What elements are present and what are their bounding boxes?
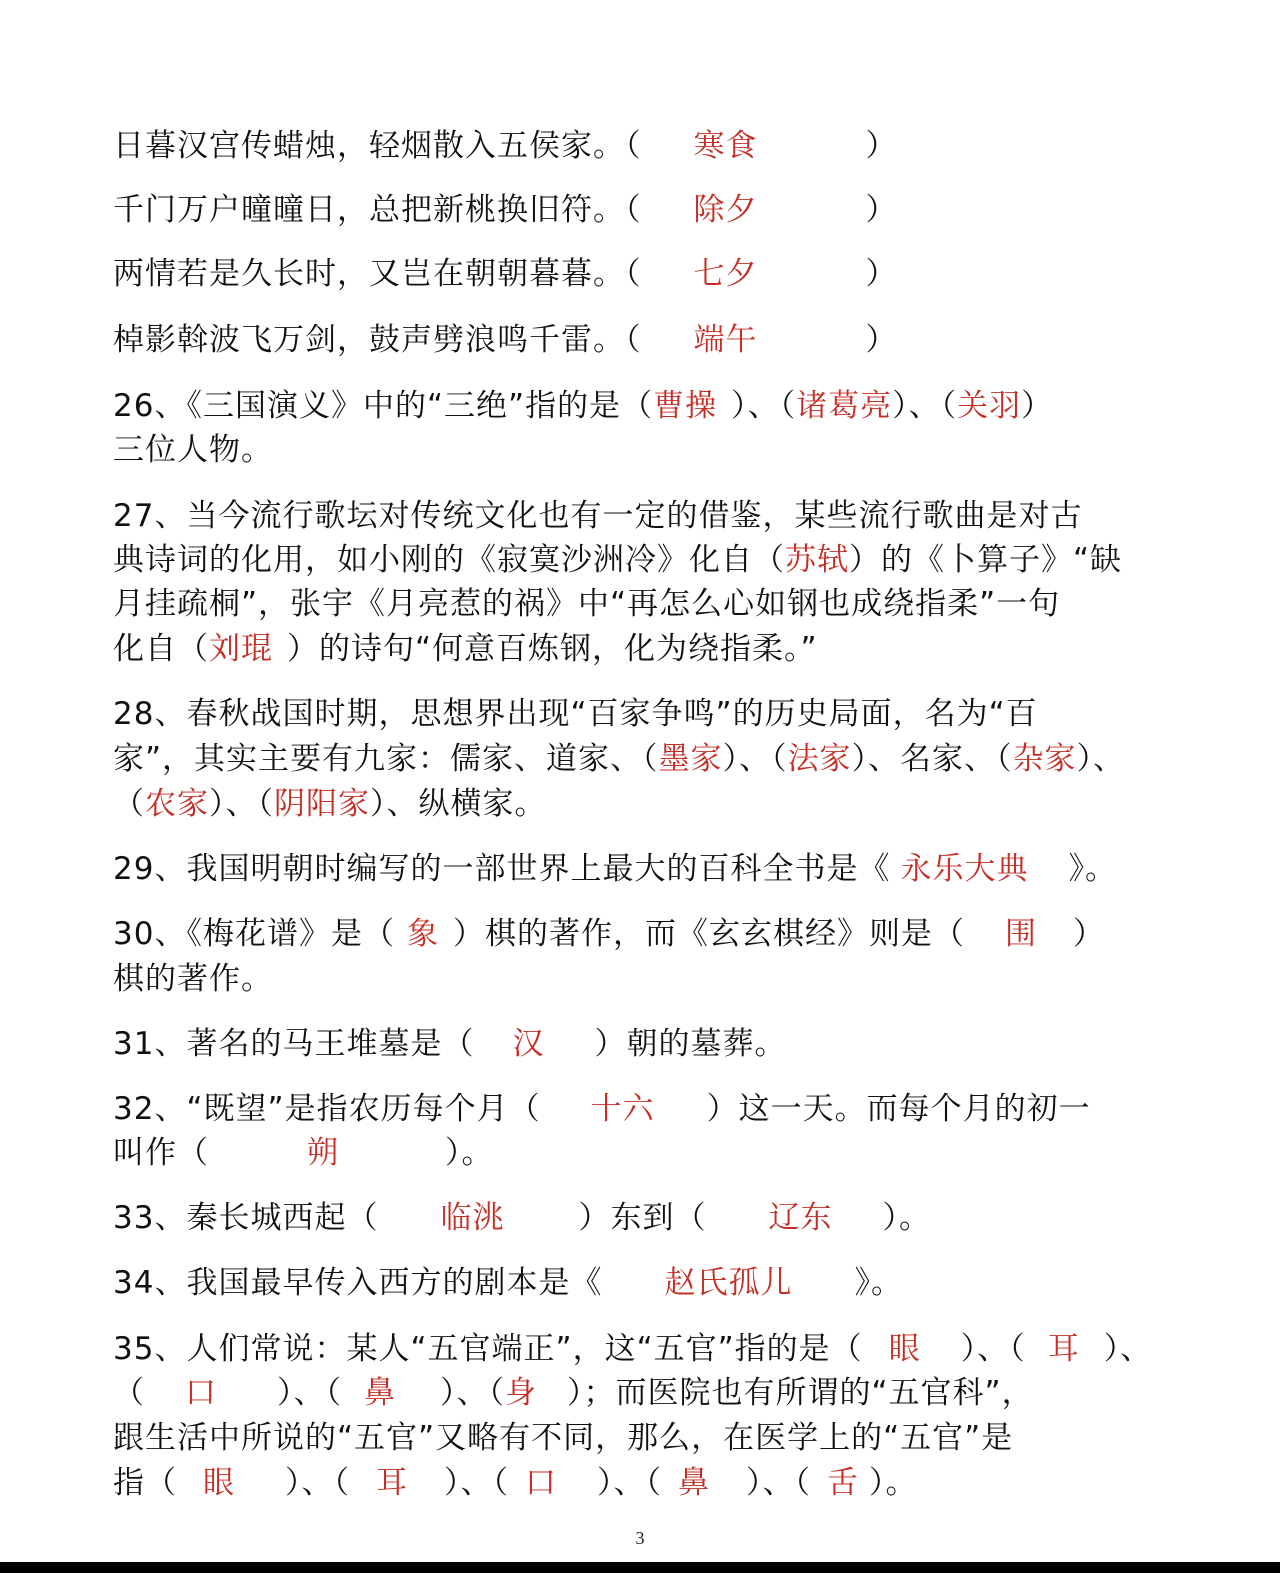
question-27-line-4: 化自（刘琨 ）的诗句“何意百炼钢，化为绕指柔。”: [113, 631, 818, 667]
question-27: 27、当今流行歌坛对传统文化也有一定的借鉴，某些流行歌曲是对古: [113, 498, 1083, 534]
question-35: 35、人们常说：某人“五官端正”，这“五官”指的是（ 眼 ）、（ 耳 ）、: [113, 1331, 1153, 1367]
bottom-border: [0, 1562, 1280, 1573]
question-35-line-4: 指（ 眼 ）、（ 耳 ）、（ 口 ）、（ 鼻 ）、（ 舌 ）。: [113, 1465, 918, 1501]
poem-line-2: 千门万户曈曈日，总把新桃换旧符。（ 除夕 ）: [113, 192, 898, 228]
question-32: 32、“既望”是指农历每个月（ 十六 ）这一天。而每个月的初一: [113, 1091, 1091, 1127]
poem-line-1: 日暮汉宫传蜡烛，轻烟散入五侯家。（ 寒食 ）: [113, 128, 898, 164]
answer: 七夕: [693, 256, 758, 292]
question-28-line-3: （农家）、（阴阳家）、纵横家。: [113, 786, 547, 822]
question-28: 28、春秋战国时期，思想界出现“百家争鸣”的历史局面，名为“百: [113, 696, 1038, 732]
question-27-line-2: 典诗词的化用，如小刚的《寂寞沙洲冷》化自（苏轼）的《卜算子》“缺: [113, 542, 1123, 578]
question-27-line-3: 月挂疏桐”，张宇《月亮惹的祸》中“再怎么心如钢也成绕指柔”一句: [113, 586, 1061, 622]
question-32-cont: 叫作（ 朔 ）。: [113, 1135, 494, 1171]
question-29: 29、我国明朝时编写的一部世界上最大的百科全书是《 永乐大典 》。: [113, 851, 1117, 887]
question-26-cont: 三位人物。: [113, 432, 273, 468]
question-33: 33、秦长城西起（ 临洮 ）东到（ 辽东 ）。: [113, 1200, 931, 1236]
question-30-cont: 棋的著作。: [113, 961, 273, 997]
answer: 除夕: [693, 192, 758, 228]
question-35-line-3: 跟生活中所说的“五官”又略有不同，那么，在医学上的“五官”是: [113, 1420, 1014, 1456]
poem-line-4: 棹影斡波飞万剑，鼓声劈浪鸣千雷。（ 端午 ）: [113, 322, 898, 358]
question-28-line-2: 家”，其实主要有九家：儒家、道家、（墨家）、（法家）、名家、（杂家）、: [113, 741, 1126, 777]
question-26: 26、《三国演义》中的“三绝”指的是（曹操 ）、（诸葛亮）、（关羽）: [113, 388, 1054, 424]
question-30: 30、《梅花谱》是（ 象 ）棋的著作，而《玄玄棋经》则是（ 围 ）: [113, 916, 1105, 952]
answer: 寒食: [693, 128, 758, 164]
page-number: 3: [635, 1528, 645, 1548]
question-31: 31、著名的马王堆墓是（ 汉 ）朝的墓葬。: [113, 1026, 787, 1062]
answer: 端午: [693, 322, 758, 358]
question-35-line-2: （ 口 ）、（ 鼻 ）、（身 ）；而医院也有所谓的“五官科”，: [113, 1375, 1034, 1411]
question-34: 34、我国最早传入西方的剧本是《 赵氏孤儿 》。: [113, 1265, 903, 1301]
poem-line-3: 两情若是久长时，又岂在朝朝暮暮。（ 七夕 ）: [113, 256, 898, 292]
